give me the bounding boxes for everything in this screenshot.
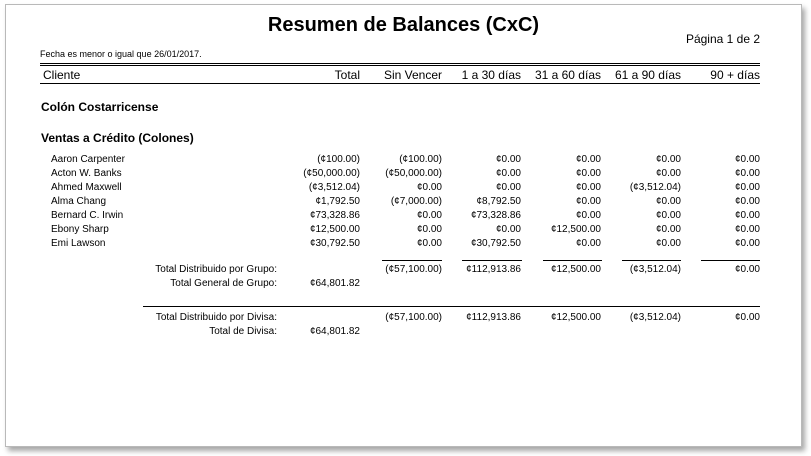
balance-cell: ¢8,792.50 [476,196,521,207]
report-page [5,4,802,447]
currency-dist-value: (¢3,512.04) [629,312,681,323]
sum-line [622,260,681,261]
group-section-title: Ventas a Crédito (Colones) [41,131,194,145]
balance-cell: ¢0.00 [734,238,760,249]
balance-cell: ¢0.00 [655,210,681,221]
balance-cell: ¢0.00 [734,182,760,193]
balance-cell: ¢0.00 [655,168,681,179]
balance-cell: ¢0.00 [655,238,681,249]
balance-cell: ¢73,328.86 [470,210,521,221]
header-bottom-rule [40,83,760,84]
balance-cell: ¢0.00 [655,154,681,165]
sum-line [382,260,442,261]
group-dist-value: ¢12,500.00 [550,264,601,275]
client-name: Acton W. Banks [51,168,122,179]
currency-dist-value: ¢112,913.86 [466,312,521,323]
client-name: Ahmed Maxwell [51,182,122,193]
group-dist-label: Total Distribuido por Grupo: [155,264,277,275]
balance-cell: ¢30,792.50 [470,238,521,249]
balance-cell: ¢0.00 [734,154,760,165]
balance-cell: ¢0.00 [734,196,760,207]
group-dist-value: (¢3,512.04) [629,264,681,275]
balance-cell: (¢50,000.00) [385,168,442,179]
col-header-31-60: 31 a 60 días [534,68,601,82]
balance-cell: ¢0.00 [734,168,760,179]
report-title: Resumen de Balances (CxC) [267,14,540,36]
sum-line [462,260,522,261]
balance-cell: (¢7,000.00) [390,196,442,207]
balance-cell: ¢1,792.50 [315,196,360,207]
balance-cell: ¢0.00 [575,182,601,193]
balance-cell: ¢0.00 [416,224,442,235]
date-filter-note: Fecha es menor o igual que 26/01/2017. [40,49,202,59]
col-header-1-30: 1 a 30 días [461,68,521,82]
client-name: Emi Lawson [51,238,106,249]
balance-cell: (¢50,000.00) [303,168,360,179]
client-name: Ebony Sharp [51,224,109,235]
currency-total-rule [143,306,760,307]
balance-cell: ¢12,500.00 [309,224,360,235]
header-top-rule [40,63,760,64]
balance-cell: ¢0.00 [495,224,521,235]
page-number: Página 1 de 2 [685,32,760,46]
balance-cell: ¢0.00 [575,196,601,207]
balance-cell: ¢0.00 [734,224,760,235]
currency-dist-value: (¢57,100.00) [385,312,442,323]
client-name: Bernard C. Irwin [51,210,124,221]
sum-line [701,260,760,261]
balance-cell: ¢0.00 [495,182,521,193]
balance-cell: ¢0.00 [655,224,681,235]
group-dist-value: ¢112,913.86 [466,264,521,275]
col-header-61-90: 61 a 90 días [614,68,681,82]
balance-cell: ¢30,792.50 [309,238,360,249]
balance-cell: ¢0.00 [416,182,442,193]
currency-section-title: Colón Costarricense [41,100,159,114]
col-header-cliente: Cliente [43,68,81,82]
group-general-label: Total General de Grupo: [170,278,277,289]
balance-cell: ¢73,328.86 [309,210,360,221]
sum-line [543,260,602,261]
currency-general-label: Total de Divisa: [209,326,277,337]
header-top-rule-2 [40,65,760,66]
group-dist-value: ¢0.00 [734,264,760,275]
balance-cell: ¢0.00 [495,168,521,179]
balance-cell: (¢100.00) [317,154,360,165]
balance-cell: ¢0.00 [495,154,521,165]
balance-cell: ¢0.00 [416,210,442,221]
col-header-90-plus: 90 + días [710,68,760,82]
currency-general-value: ¢64,801.82 [309,326,360,337]
balance-cell: ¢0.00 [575,238,601,249]
currency-dist-value: ¢0.00 [734,312,760,323]
balance-cell: ¢0.00 [575,154,601,165]
client-name: Alma Chang [51,196,107,207]
group-dist-value: (¢57,100.00) [385,264,442,275]
col-header-sin-vencer: Sin Vencer [383,68,442,82]
client-name: Aaron Carpenter [51,154,125,165]
balance-cell: (¢100.00) [399,154,442,165]
balance-cell: ¢0.00 [416,238,442,249]
balance-cell: (¢3,512.04) [629,182,681,193]
balance-cell: ¢0.00 [575,210,601,221]
currency-dist-label: Total Distribuido por Divisa: [155,312,277,323]
balance-cell: ¢0.00 [575,168,601,179]
balance-cell: ¢12,500.00 [550,224,601,235]
col-header-total: Total [334,68,360,82]
balance-cell: ¢0.00 [734,210,760,221]
balance-cell: ¢0.00 [655,196,681,207]
group-general-value: ¢64,801.82 [309,278,360,289]
currency-dist-value: ¢12,500.00 [550,312,601,323]
balance-cell: (¢3,512.04) [308,182,360,193]
